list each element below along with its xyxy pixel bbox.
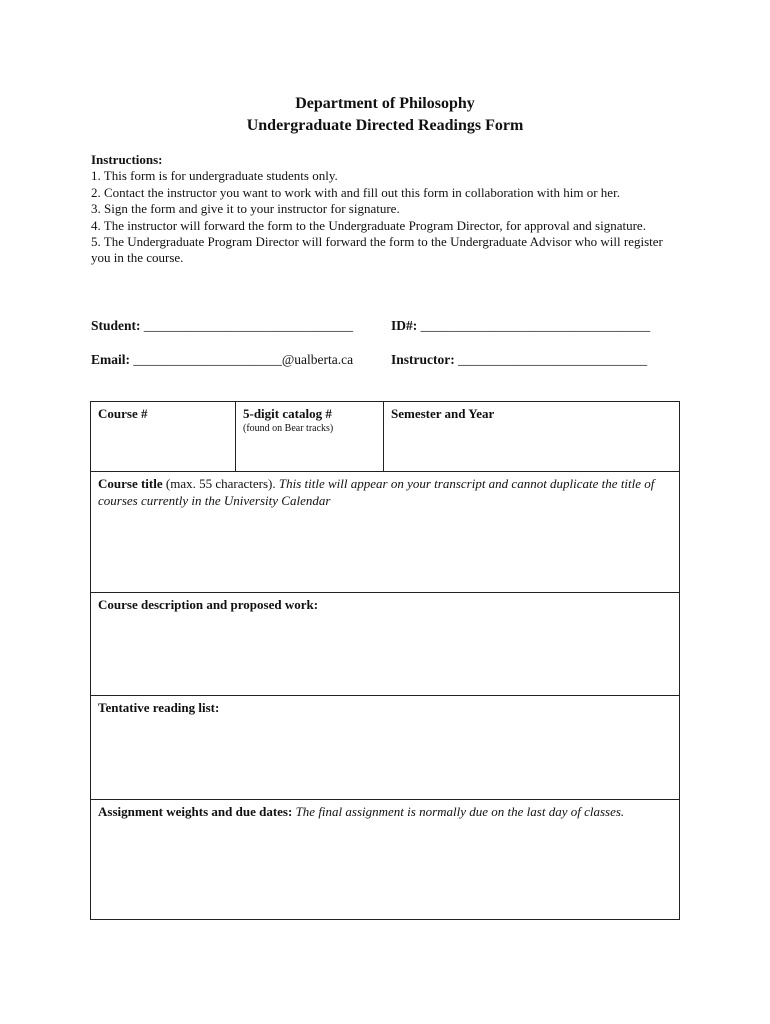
instructor-blank: ____________________________ (458, 352, 648, 367)
instructor-label: Instructor: (391, 352, 455, 367)
email-instructor-row (91, 352, 691, 368)
email-field[interactable] (91, 352, 353, 367)
course-details-table (90, 401, 680, 920)
instructions-heading: Instructions: (91, 152, 163, 167)
id-label: ID#: (391, 318, 418, 333)
instruction-item: 3. Sign the form and give it to your instructor for signature. (91, 201, 400, 217)
email-blank: ______________________ (133, 352, 282, 367)
reading-list-cell[interactable] (91, 696, 680, 800)
assignments-cell[interactable] (91, 800, 680, 920)
department-title: Department of Philosophy (295, 95, 475, 112)
id-field[interactable] (391, 318, 650, 334)
course-description-label: Course description and proposed work: (98, 597, 319, 612)
assignments-note: The final assignment is normally due on the last day of classes. (295, 804, 625, 819)
student-id-row (91, 318, 691, 334)
email-label: Email: (91, 352, 130, 367)
semester-year-label: Semester and Year (391, 406, 495, 421)
reading-list-label: Tentative reading list: (98, 700, 220, 715)
catalog-number-note: (found on Bear tracks) (243, 423, 334, 434)
instructor-field[interactable] (391, 352, 647, 368)
form-title: Undergraduate Directed Readings Form (246, 117, 524, 134)
instruction-item: 4. The instructor will forward the form to the Undergraduate Program Director, for approval and signature. (91, 217, 646, 233)
student-field[interactable] (91, 318, 353, 333)
catalog-number-cell[interactable] (236, 402, 384, 472)
course-title-cell[interactable] (91, 472, 680, 593)
assignments-label: Assignment weights and due dates: (98, 804, 293, 819)
course-description-cell[interactable] (91, 593, 680, 696)
semester-year-cell[interactable] (384, 402, 680, 472)
instruction-item: 2. Contact the instructor you want to work with and fill out this form in collaboration with him or her. (91, 184, 620, 200)
catalog-number-label: 5-digit catalog # (243, 406, 332, 421)
course-number-label: Course # (98, 406, 148, 421)
course-title-note: This title will appear on your transcript and cannot duplicate the title of courses currently in the University Calendar (98, 476, 655, 508)
course-title-label: Course title (98, 476, 163, 491)
instruction-item: 5. The Undergraduate Program Director will forward the form to the Undergraduate Advisor who will register you in the course. (91, 234, 663, 266)
student-blank: _______________________________ (143, 318, 354, 333)
course-number-cell[interactable] (91, 402, 236, 472)
student-label: Student: (91, 318, 141, 333)
course-title-limit: (max. 55 characters). (165, 476, 276, 491)
instructions-block (91, 152, 681, 267)
instruction-item: 1. This form is for undergraduate students only. (91, 168, 338, 184)
id-blank: __________________________________ (420, 318, 651, 333)
email-domain: @ualberta.ca (281, 352, 354, 367)
